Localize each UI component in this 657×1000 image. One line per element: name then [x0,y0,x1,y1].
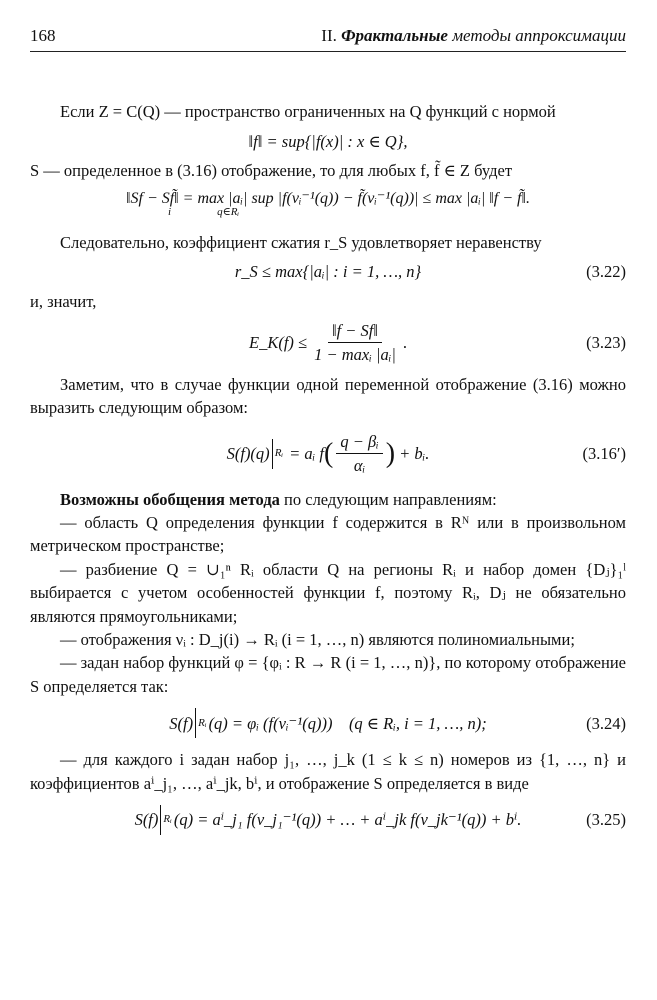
equation-number: (3.24) [586,713,626,733]
list-item: — для каждого i задан набор j₁, …, j_k (1 ≤ k ≤ n) номеров из {1, …, n} и коэффициентов aⁱ_j₁, …, aⁱ_jk, bⁱ, и отображение S определяется в виде [30,750,626,793]
list-item: — разбиение Q = ∪₁ⁿ Rᵢ области Q на регионы Rᵢ и набор домен {Dⱼ}₁ˡ выбирается с учетом особенностей функции f, поэтому Rᵢ, Dⱼ не обязательно являются прямоугольниками; [30,559,626,626]
equation-contraction-limits: i q∈Rᵢ [168,206,240,219]
evaluation-bar [160,805,161,835]
body-text [30,100,626,835]
chapter-title: II. Фрактальные методы аппроксимации [321,26,626,45]
paragraph-generalizations: Возможны обобщения метода по следующим направлениям: [60,489,497,509]
page [30,24,626,845]
evaluation-bar [195,708,196,738]
page-number: 168 [30,26,56,45]
equation-3-23: E_K(f) ≤ $\frac{‖f - Sf‖}{\text{1 − maxᵢ |aᵢ|}}$ . (3.23) [30,319,626,367]
equation-3-16-prime: S(f)(q) Rᵢ = aᵢ f ( $\frac{\text{q − βᵢ}}{\text{αᵢ}}$ ) + bᵢ. (3.16′) [30,430,626,478]
equation-norm: ‖f‖ = sup{|f(x)| : x ∈ Q}, [248,131,408,151]
paragraph-mapping: S — определенное в (3.16) отображение, то для любых f, f̃ ∈ Z будет [30,160,513,180]
paragraph-norm-intro: Если Z = C(Q) — пространство ограниченных на Q функций с нормой [60,102,556,122]
equation-contraction: ‖Sf − Sf̃‖ = max |aᵢ| sup |f(νᵢ⁻¹(q)) − f̃(νᵢ⁻¹(q))| ≤ max |aᵢ| ‖f − f̃‖. [126,190,530,208]
equation-number: (3.25) [586,810,626,830]
paragraph-one-variable: Заметим, что в случае функции одной переменной отображение (3.16) можно выразить следующим образом: [30,374,626,418]
list-item: — задан набор функций φ = {φᵢ : R → R (i = 1, …, n)}, по которому отображение S определяется так: [30,653,626,696]
fraction: $\frac{\text{q − βᵢ}}{\text{αᵢ}}$ [336,430,382,478]
equation-number: (3.22) [586,262,626,282]
equation-number: (3.16′) [582,443,626,463]
equation-3-25: S(f) Rᵢ (q) = aⁱ_j₁ f(ν_j₁⁻¹(q)) + … + aⁱ_jk f(ν_jk⁻¹(q)) + bⁱ. (3.25) [30,805,626,835]
evaluation-bar [272,439,273,469]
list-item: — отображения νᵢ : D_j(i) → Rᵢ (i = 1, …, n) являются полиномиальными; [60,630,575,650]
fraction: $\frac{‖f - Sf‖}{\text{1 − maxᵢ |aᵢ|}}$ [314,320,396,365]
paragraph-therefore: и, значит, [30,291,97,311]
list-item: — область Q определения функции f содержится в Rᴺ или в произвольном метрическом пространстве; [30,512,626,556]
equation-3-24: S(f) Rᵢ (q) = φᵢ (f(νᵢ⁻¹(q))) (q ∈ Rᵢ, i = 1, …, n); (3.24) [30,708,626,738]
equation-3-22: r_S ≤ max{|aᵢ| : i = 1, …, n} (3.22) [30,260,626,283]
equation-number: (3.23) [586,333,626,353]
paragraph-contraction-coef: Следовательно, коэффициент сжатия r_S удовлетворяет неравенству [60,232,542,252]
running-header [30,24,626,52]
